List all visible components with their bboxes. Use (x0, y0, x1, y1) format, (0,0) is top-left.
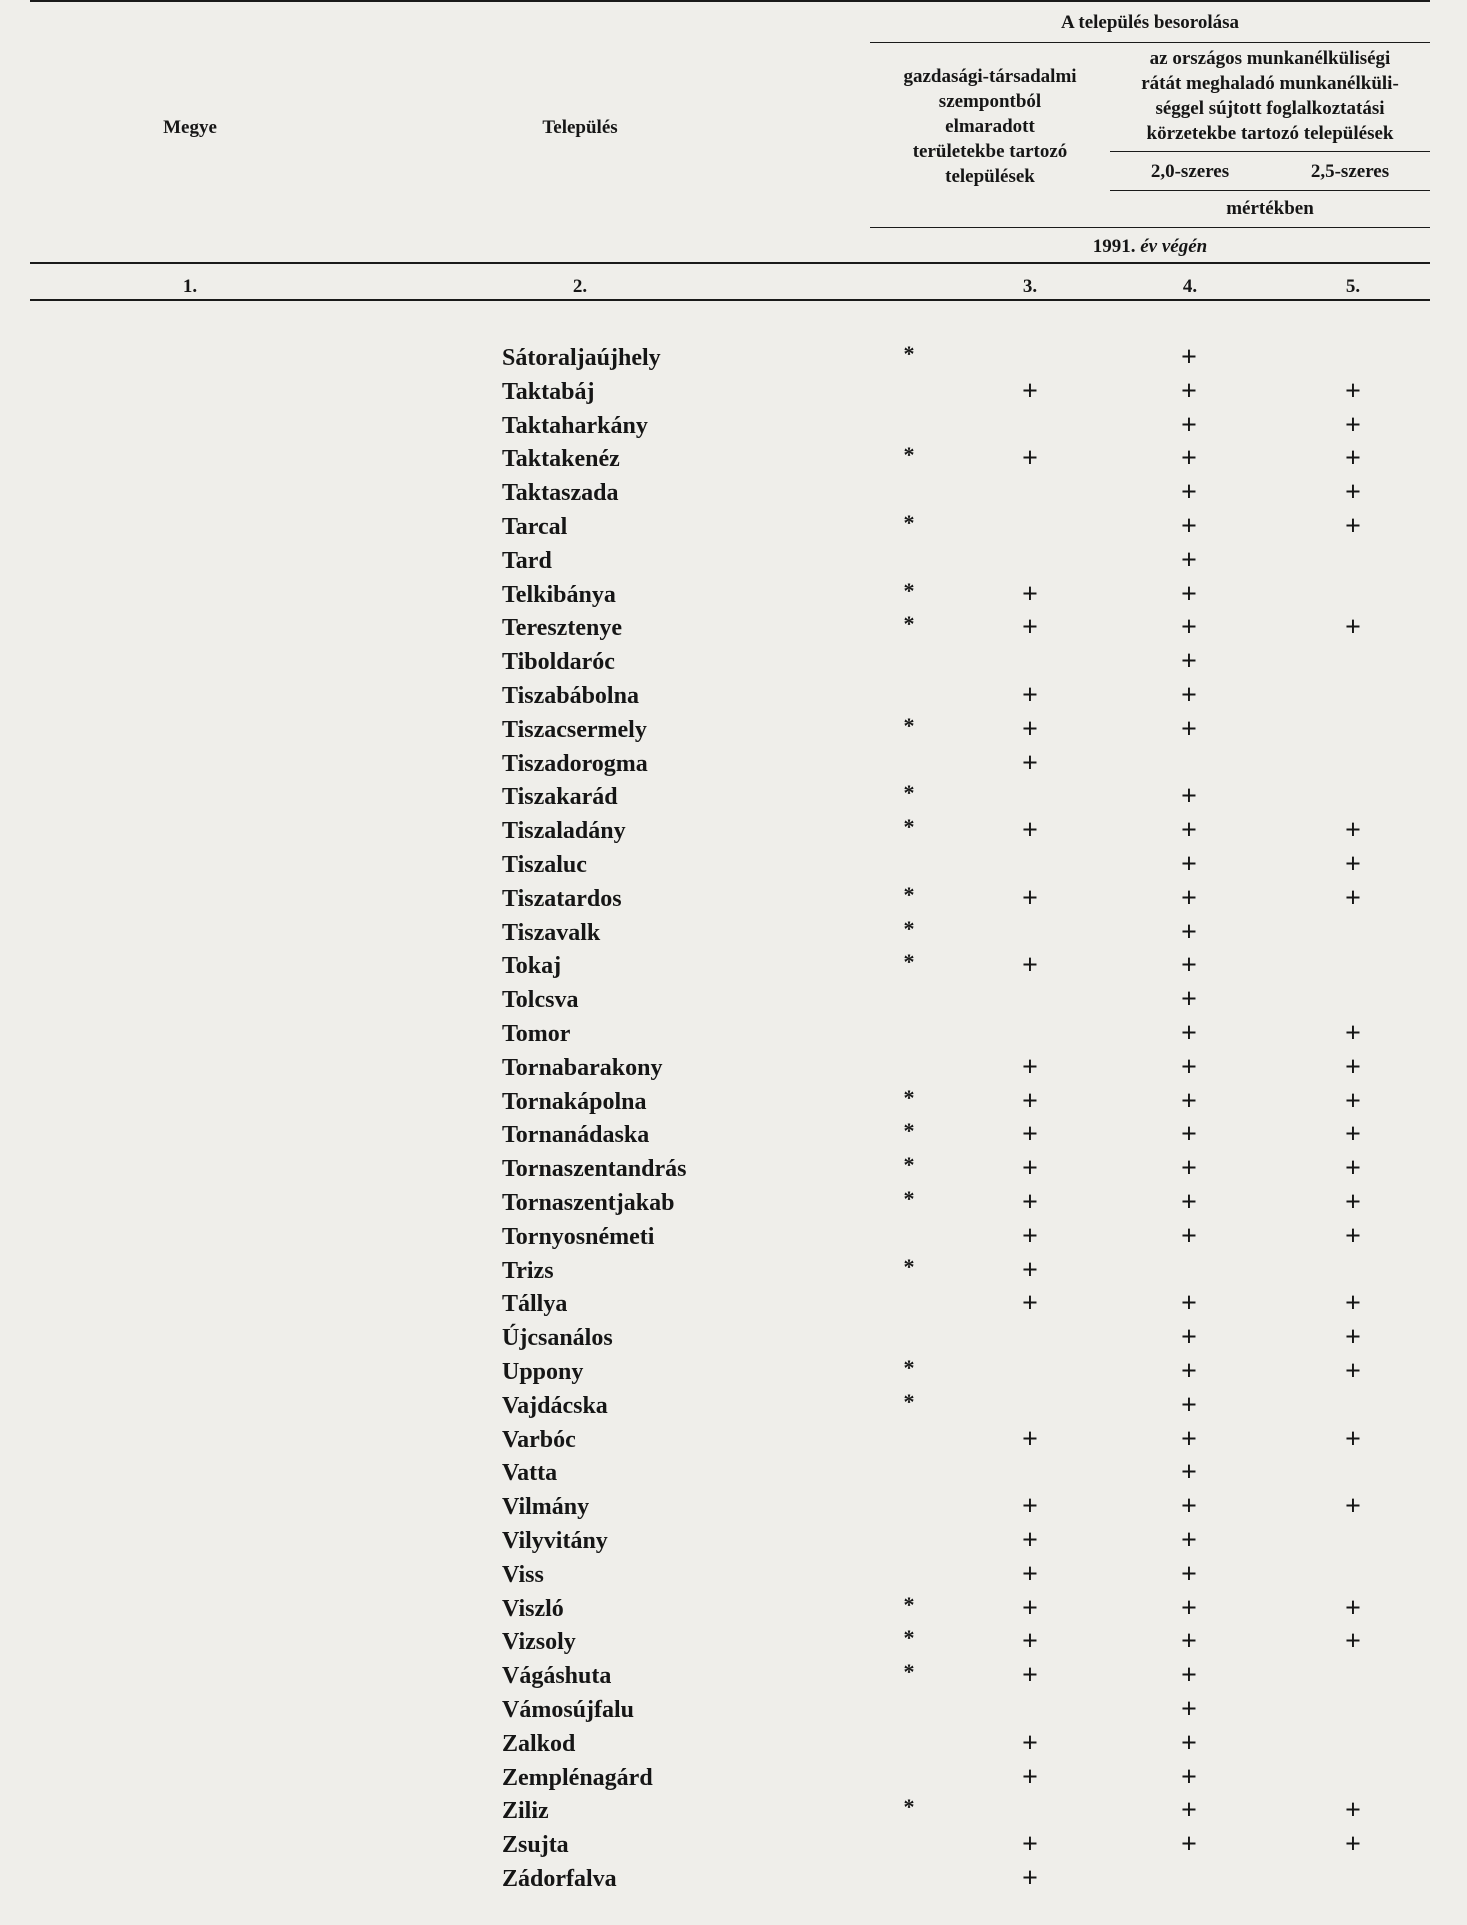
col4-plus-mark: + (1181, 916, 1197, 948)
settlement-name: Ziliz (502, 1798, 549, 1825)
col3-plus-mark: + (1022, 680, 1038, 711)
col4-plus-mark: + (1181, 612, 1197, 644)
table-row (0, 1828, 1467, 1862)
settlement-name: Tornanádaska (502, 1122, 650, 1149)
col5-plus-mark: + (1345, 1018, 1361, 1049)
col4-plus-mark: + (1181, 1491, 1197, 1523)
settlement-name: Zalkod (502, 1730, 576, 1757)
settlement-name: Viss (502, 1561, 544, 1588)
col5-plus-mark: + (1345, 443, 1361, 475)
col4-plus-mark: + (1181, 1119, 1197, 1151)
settlement-name: Taktaharkány (502, 412, 648, 439)
settlement-name: Viszló (502, 1595, 564, 1622)
column-number-2: 2. (572, 276, 588, 297)
col4-plus-mark: + (1181, 1525, 1197, 1556)
table-row (0, 1152, 1467, 1186)
col3-plus-mark: + (1022, 1727, 1038, 1759)
col5-plus-mark: + (1345, 1423, 1361, 1455)
table-row (0, 1389, 1467, 1423)
table-row (0, 882, 1467, 916)
col5-plus-mark: + (1345, 1220, 1361, 1252)
star-mark: * (903, 1084, 915, 1110)
col5-plus-mark: + (1345, 612, 1361, 644)
table-row (0, 476, 1467, 510)
table-row (0, 1355, 1467, 1389)
col3-plus-mark: + (1022, 1525, 1038, 1556)
settlement-name: Telkibánya (502, 581, 616, 608)
col4-plus-mark: + (1181, 680, 1197, 711)
star-mark: * (903, 1625, 915, 1651)
col4-plus-mark: + (1181, 882, 1197, 914)
col3-plus-mark: + (1022, 1491, 1038, 1523)
star-mark: * (903, 611, 915, 637)
settlement-name: Tiszaluc (502, 852, 587, 878)
settlement-name: Tornabarakony (502, 1054, 663, 1081)
col4-plus-mark: + (1181, 1187, 1197, 1218)
col4-plus-mark: + (1181, 1727, 1197, 1759)
col3-plus-mark: + (1022, 713, 1038, 745)
table-row (0, 713, 1467, 747)
col4-plus-mark: + (1181, 849, 1197, 880)
col4-plus-mark: + (1181, 1322, 1197, 1354)
col3-plus-mark: + (1022, 578, 1038, 610)
table-row (0, 1321, 1467, 1355)
col3-plus-mark: + (1022, 443, 1038, 475)
settlement-name: Zemplénagárd (502, 1764, 653, 1791)
col4-plus-mark: + (1181, 375, 1197, 407)
col4-plus-mark: + (1181, 713, 1197, 745)
table-row (0, 983, 1467, 1017)
table-row (0, 1794, 1467, 1828)
table-row (0, 1220, 1467, 1254)
table-row (0, 1761, 1467, 1795)
col3-plus-mark: + (1022, 1288, 1038, 1320)
settlement-name: Tornakápolna (502, 1088, 647, 1115)
table-row (0, 780, 1467, 814)
table-row (0, 611, 1467, 645)
settlement-name: Tard (502, 547, 552, 574)
col4-plus-mark: + (1181, 544, 1197, 576)
col3-plus-mark: + (1022, 1558, 1038, 1590)
star-mark: * (903, 1118, 915, 1144)
col4-plus-mark: + (1181, 1085, 1197, 1117)
col3-plus-mark: + (1022, 1220, 1038, 1252)
table-row (0, 1085, 1467, 1119)
table-row (0, 375, 1467, 409)
settlement-name: Vatta (502, 1460, 558, 1487)
county-column-header: Megye (163, 117, 217, 138)
col4-plus-mark: + (1181, 1356, 1197, 1387)
table-row (0, 1693, 1467, 1727)
col5-plus-mark: + (1345, 477, 1361, 509)
settlement-name: Tornaszentjakab (502, 1190, 675, 1216)
table-row (0, 1490, 1467, 1524)
table-row (0, 747, 1467, 781)
col3-plus-mark: + (1022, 1085, 1038, 1117)
col3-plus-mark: + (1022, 1592, 1038, 1624)
settlement-name: Zsujta (502, 1832, 569, 1859)
col5-plus-mark: + (1345, 1491, 1361, 1523)
col4-plus-mark: + (1181, 1389, 1197, 1421)
col3-plus-mark: + (1022, 747, 1038, 779)
star-mark: * (903, 915, 915, 941)
settlement-name: Taktabáj (502, 378, 595, 405)
col4-plus-mark: + (1181, 1457, 1197, 1489)
table-row (0, 679, 1467, 713)
star-mark: * (903, 1794, 915, 1820)
star-mark: * (903, 1186, 915, 1211)
settlement-name: Taktakenéz (502, 446, 620, 473)
settlement-name: Tiszadorogma (502, 750, 648, 777)
table-row (0, 442, 1467, 476)
table-row (0, 1727, 1467, 1761)
column-number-1: 1. (182, 276, 198, 297)
settlement-name: Zádorfalva (502, 1866, 617, 1892)
col4-plus-mark: + (1181, 1592, 1197, 1624)
col5-plus-mark: + (1345, 1829, 1361, 1861)
classification-header: A település besorolása (1060, 12, 1240, 33)
col5-plus-mark: + (1345, 1795, 1361, 1827)
star-mark: * (903, 1152, 915, 1178)
col5-plus-mark: + (1345, 1085, 1361, 1117)
col4-plus-mark: + (1181, 1018, 1197, 1049)
col4-plus-mark: + (1181, 1829, 1197, 1861)
table-row (0, 1592, 1467, 1626)
col4-plus-mark: + (1181, 984, 1197, 1016)
col4-plus-mark: + (1181, 409, 1197, 441)
col5-plus-mark: + (1345, 1051, 1361, 1083)
table-row (0, 1862, 1467, 1896)
settlement-name: Tarcal (502, 514, 568, 540)
col5-plus-mark: + (1345, 1153, 1361, 1185)
col5-plus-mark: + (1345, 1288, 1361, 1320)
col3-plus-mark: + (1022, 1863, 1038, 1894)
settlement-name: Vajdácska (502, 1392, 608, 1419)
col5-plus-mark: + (1345, 1322, 1361, 1354)
star-mark: * (903, 1388, 915, 1414)
col3-plus-mark: + (1022, 612, 1038, 644)
settlement-name: Sátoraljaújhely (502, 345, 661, 371)
table-row (0, 409, 1467, 443)
table-row (0, 1118, 1467, 1152)
col5-plus-mark: + (1345, 815, 1361, 847)
top-rule (30, 0, 1430, 2)
measure-header: mértékben (1226, 198, 1314, 219)
settlement-name: Vilyvitány (502, 1528, 608, 1554)
col4-plus-mark: + (1181, 1660, 1197, 1692)
col5-plus-mark: + (1345, 1187, 1361, 1218)
col4-plus-mark: + (1181, 1288, 1197, 1320)
settlement-name: Tolcsva (502, 987, 579, 1014)
col4-plus-mark: + (1181, 950, 1197, 982)
col5-plus-mark: + (1345, 1119, 1361, 1151)
settlement-name: Tiszaladány (502, 818, 626, 845)
col4-plus-mark: + (1181, 477, 1197, 509)
settlement-name: Vámosújfalu (502, 1697, 635, 1723)
col4-plus-mark: + (1181, 1220, 1197, 1252)
settlement-name: Tállya (502, 1291, 568, 1318)
col5-multiplier-header: 2,5-szeres (1310, 161, 1390, 182)
col4-plus-mark: + (1181, 1761, 1197, 1793)
col3-plus-mark: + (1022, 1153, 1038, 1185)
star-mark: * (903, 510, 915, 535)
col5-plus-mark: + (1345, 1592, 1361, 1624)
settlement-name: Tornyosnémeti (502, 1223, 655, 1250)
col4-plus-mark: + (1181, 511, 1197, 542)
unemployment-header-rule (1110, 151, 1430, 152)
col4-plus-mark: + (1181, 1558, 1197, 1590)
star-mark: * (903, 1591, 915, 1617)
table-row (0, 544, 1467, 578)
settlement-name: Tiszacsermely (502, 716, 647, 743)
col3-plus-mark: + (1022, 950, 1038, 982)
settlement-name: Vizsoly (502, 1629, 576, 1656)
table-row (0, 1625, 1467, 1659)
table-row (0, 645, 1467, 679)
year-header-rule (30, 262, 1430, 264)
table-row (0, 814, 1467, 848)
col4-plus-mark: + (1181, 443, 1197, 475)
settlement-name: Tiboldaróc (502, 649, 615, 676)
star-mark: * (903, 1253, 915, 1279)
col5-plus-mark: + (1345, 1626, 1361, 1658)
lagging-areas-header: gazdasági-társadalmi szempontból elmaradott területekbe tartozó települések (903, 66, 1077, 187)
col3-plus-mark: + (1022, 1187, 1038, 1218)
star-mark: * (903, 780, 915, 806)
col5-plus-mark: + (1345, 882, 1361, 914)
col4-plus-mark: + (1181, 646, 1197, 678)
col4-plus-mark: + (1181, 1423, 1197, 1455)
col4-plus-mark: + (1181, 781, 1197, 813)
table-row (0, 949, 1467, 983)
table-row (0, 341, 1467, 375)
multiplier-header-rule (1110, 190, 1430, 191)
col3-plus-mark: + (1022, 1423, 1038, 1455)
star-mark: * (903, 442, 915, 468)
col5-plus-mark: + (1345, 1356, 1361, 1387)
col4-plus-mark: + (1181, 815, 1197, 847)
measure-header-rule (870, 227, 1430, 228)
unemployment-areas-header: az országos munkanélküliségi rátát meghaladó munkanélküli- séggel sújtott foglalkoztatási körzetekbe tartozó települések (1141, 48, 1399, 144)
table-row (0, 1017, 1467, 1051)
settlement-name: Trizs (502, 1257, 554, 1284)
settlement-name: Tokaj (502, 953, 562, 980)
group-header-rule (870, 42, 1430, 43)
settlement-name: Tiszatardos (502, 885, 622, 912)
table-row (0, 1186, 1467, 1220)
table-row (0, 848, 1467, 882)
col5-plus-mark: + (1345, 849, 1361, 880)
table-row (0, 1051, 1467, 1085)
column-number-4: 4. (1182, 276, 1198, 297)
col4-plus-mark: + (1181, 1694, 1197, 1725)
col4-plus-mark: + (1181, 1626, 1197, 1658)
star-mark: * (903, 341, 915, 366)
col4-plus-mark: + (1181, 1153, 1197, 1185)
settlement-name: Tiszabábolna (502, 683, 639, 709)
col3-plus-mark: + (1022, 815, 1038, 847)
col3-plus-mark: + (1022, 1660, 1038, 1692)
col4-plus-mark: + (1181, 342, 1197, 373)
col3-plus-mark: + (1022, 1761, 1038, 1793)
col3-plus-mark: + (1022, 1829, 1038, 1861)
table-row (0, 1456, 1467, 1490)
settlement-name: Vágáshuta (502, 1663, 612, 1690)
star-mark: * (903, 1659, 915, 1685)
settlement-name: Vilmány (502, 1494, 590, 1521)
table-row (0, 1558, 1467, 1592)
table-row (0, 1524, 1467, 1558)
settlement-name: Tiszakarád (502, 784, 618, 811)
table-row (0, 1423, 1467, 1457)
col5-plus-mark: + (1345, 511, 1361, 542)
col4-plus-mark: + (1181, 1051, 1197, 1083)
settlement-name: Tornaszentandrás (502, 1156, 687, 1183)
col3-plus-mark: + (1022, 1051, 1038, 1083)
col5-plus-mark: + (1345, 375, 1361, 407)
settlement-name: Újcsanálos (502, 1325, 613, 1352)
column-number-5: 5. (1345, 276, 1361, 297)
star-mark: * (903, 881, 915, 907)
star-mark: * (903, 949, 915, 975)
col3-plus-mark: + (1022, 1626, 1038, 1658)
col5-plus-mark: + (1345, 409, 1361, 441)
column-number-3: 3. (1022, 276, 1038, 297)
star-mark: * (903, 1355, 915, 1380)
table-row (0, 1659, 1467, 1693)
col3-plus-mark: + (1022, 1119, 1038, 1151)
table-row (0, 1287, 1467, 1321)
table-row (0, 1254, 1467, 1288)
settlement-name: Taktaszada (502, 480, 619, 507)
col3-plus-mark: + (1022, 375, 1038, 407)
settlement-name: Teresztenye (502, 615, 622, 642)
col3-plus-mark: + (1022, 882, 1038, 914)
star-mark: * (903, 814, 915, 840)
col4-plus-mark: + (1181, 1795, 1197, 1827)
star-mark: * (903, 712, 915, 738)
table-row (0, 578, 1467, 612)
settlement-name: Tomor (502, 1021, 571, 1047)
table-row (0, 510, 1467, 544)
table-row (0, 916, 1467, 950)
col3-plus-mark: + (1022, 1254, 1038, 1286)
col4-plus-mark: + (1181, 578, 1197, 610)
star-mark: * (903, 577, 915, 603)
settlement-name: Varbóc (502, 1426, 576, 1453)
col4-multiplier-header: 2,0-szeres (1150, 161, 1230, 182)
settlement-name: Uppony (502, 1359, 584, 1385)
settlement-column-header: Település (542, 117, 618, 138)
column-number-rule (30, 299, 1430, 301)
year-header: 1991. év végén (1092, 236, 1208, 257)
settlement-name: Tiszavalk (502, 919, 601, 946)
